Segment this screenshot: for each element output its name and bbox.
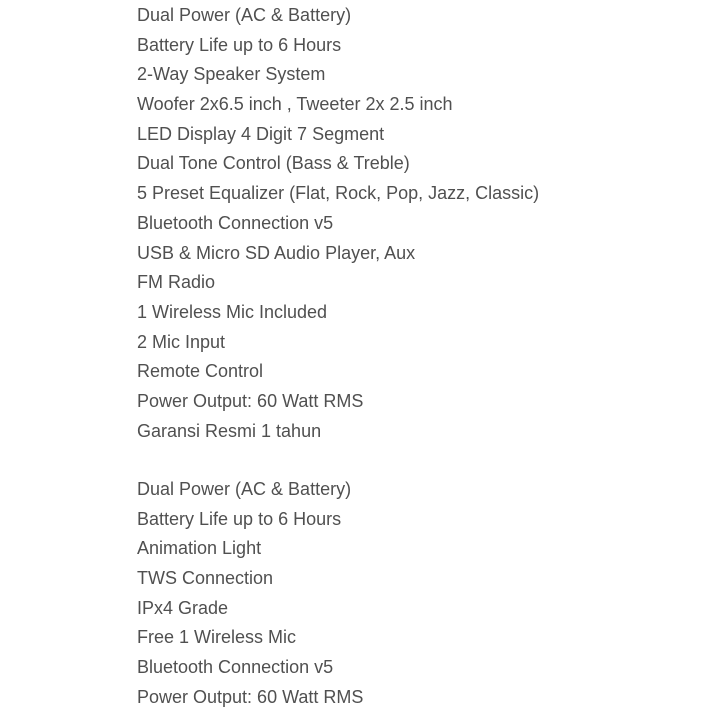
spec-item: USB & Micro SD Audio Player, Aux (137, 242, 416, 263)
spec-item: Dual Power (AC & Battery) (137, 5, 352, 25)
spec-item: 2 Mic Input (137, 331, 226, 352)
spec-list-1 (137, 1, 539, 446)
spec-item: 5 Preset Equalizer (Flat, Rock, Pop, Jazz, Classic) (137, 183, 540, 204)
spec-item: 2-Way Speaker System (137, 64, 326, 85)
spec-item: IPx4 Grade (137, 597, 229, 618)
spec-item: Power Output: 60 Watt RMS (137, 390, 364, 411)
spec-item: Power Output: 60 Watt RMS (137, 686, 364, 707)
spec-item: 1 Wireless Mic Included (137, 301, 328, 322)
spec-item: Battery Life up to 6 Hours (137, 34, 342, 55)
spec-list-2 (137, 475, 363, 713)
spec-item: TWS Connection (137, 568, 274, 589)
spec-item: Garansi Resmi 1 tahun (137, 420, 322, 441)
spec-item: Dual Tone Control (Bass & Treble) (137, 153, 410, 174)
spec-item: Battery Life up to 6 Hours (137, 508, 342, 529)
spec-item: Bluetooth Connection v5 (137, 212, 334, 233)
spec-item: Dual Power (AC & Battery) (137, 479, 352, 499)
spec-item: Free 1 Wireless Mic (137, 627, 297, 648)
spec-item: LED Display 4 Digit 7 Segment (137, 123, 385, 144)
spec-item: Animation Light (137, 538, 262, 559)
spec-item: FM Radio (137, 272, 216, 293)
spec-item: Remote Control (137, 361, 264, 382)
spec-item: Bluetooth Connection v5 (137, 657, 334, 678)
spec-item: Woofer 2x6.5 inch , Tweeter 2x 2.5 inch (137, 94, 453, 115)
